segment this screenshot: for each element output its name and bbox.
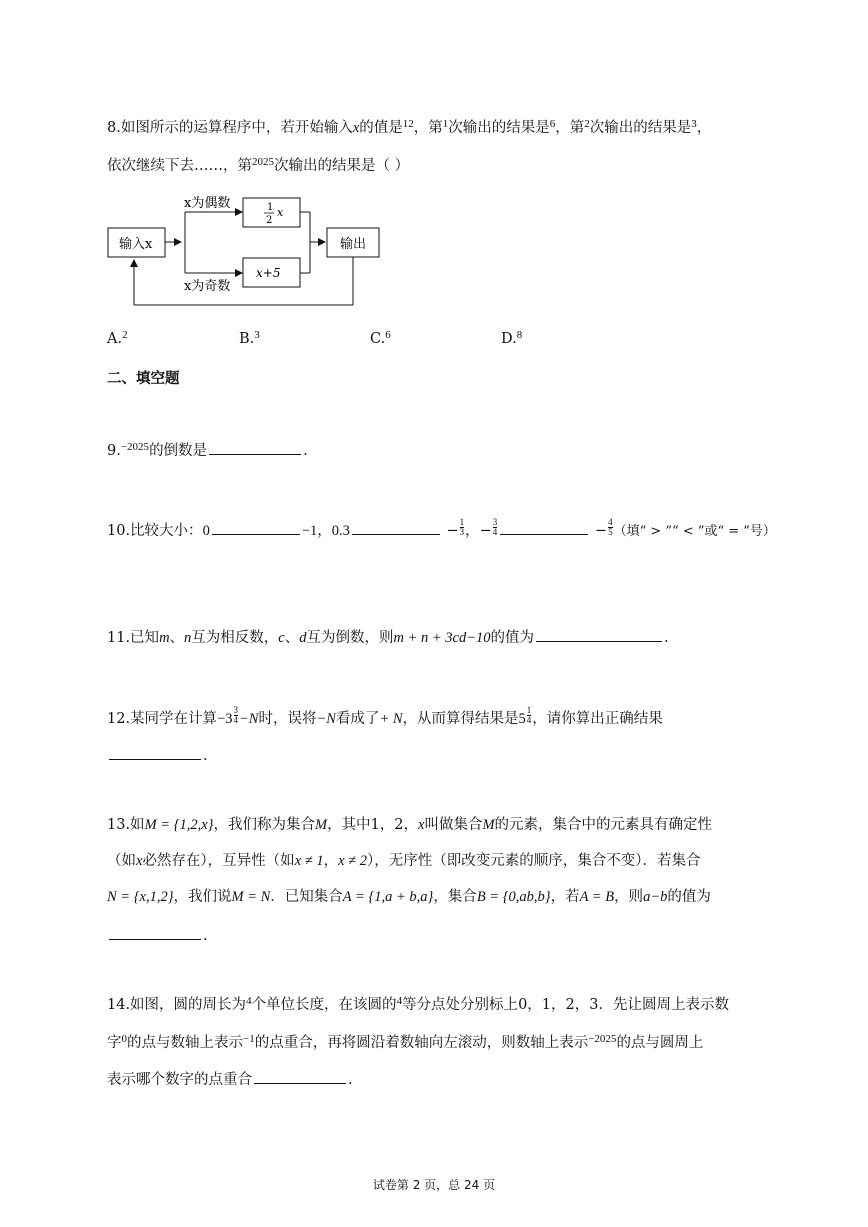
q8-line2: 依次继续下去……，第$^{2025}$次输出的结果是（ ）: [107, 156, 410, 174]
q12-line2: .: [107, 745, 208, 766]
frac-1-3: $\frac{1}{3}$: [459, 516, 465, 537]
even-label: x为偶数: [184, 196, 231, 211]
answer-blank-2[interactable]: [352, 520, 440, 535]
plus5-label: x+5: [256, 266, 281, 280]
odd-label: x为奇数: [184, 279, 231, 294]
frac-3-4: $\frac{3}{4}$: [492, 516, 498, 537]
answer-blank[interactable]: [254, 1069, 346, 1084]
q14-line3: 表示哪个数字的点重合 .: [107, 1069, 353, 1090]
q9: 9.$^{-2025}$的倒数是 .: [107, 441, 308, 459]
q11: 11.已知m、n互为相反数，c、d互为倒数，则m + n + 3cd−10的值为 .: [107, 627, 669, 648]
answer-blank-1[interactable]: [212, 520, 300, 535]
q8-line1: 8.如图所示的运算程序中，若开始输入x的值是$^{12}$，第$^1$次输出的结果是$^6$，第$^2$次输出的结果是$^3$，: [107, 118, 712, 136]
q13-line1: 13.如M = {1,2,x}，我们称为集合M，其中1，2，x叫做集合M的元素，集合中的元素具有确定性: [107, 817, 713, 833]
option-c: C.$^6$: [370, 329, 391, 347]
answer-blank[interactable]: [109, 745, 201, 760]
page-footer: 试卷第 2 页，总 24 页: [372, 1178, 496, 1192]
answer-blank[interactable]: [109, 925, 201, 940]
q10: 10.比较大小：0 −1，0.3 − $\frac{1}{3}$ ，− $\frac{3}{4}$ − $\frac{4}{5}$ （填“ > ”“ < ”或“ = ”号）: [107, 516, 776, 539]
half-den: 2: [266, 215, 273, 226]
option-a: A.$^2$: [107, 329, 128, 347]
option-b: B.$^3$: [239, 329, 260, 347]
half-x: x: [277, 206, 284, 219]
answer-blank[interactable]: [209, 440, 301, 455]
q13-line3: N = {x,1,2}，我们说M = N．已知集合A = {1,a + b,a}，集合B = {0,ab,b}，若A = B，则a−b的值为: [107, 889, 711, 905]
frac-4-5: $\frac{4}{5}$: [608, 516, 613, 537]
option-d: D.$^8$: [501, 329, 523, 347]
flow-diagram: [100, 190, 400, 310]
output-label: 输出: [340, 237, 367, 252]
section-title: 二、填空题: [107, 371, 180, 387]
q13-line2: （如x必然存在），互异性（如x ≠ 1，x ≠ 2），无序性（即改变元素的顺序，集合不变）．若集合: [107, 853, 701, 869]
q14-line1: 14.如图，圆的周长为$^4$个单位长度，在该圆的$^4$等分点处分别标上0，1，2，3．先让圆周上表示数: [107, 995, 729, 1013]
q12-line1: 12.某同学在计算−3 $\frac{3}{4}$ −N时，误将−N看成了+ N，从而算得结果是5 $\frac{1}{4}$ ，请你算出正确结果: [107, 704, 663, 727]
answer-blank-3[interactable]: [500, 520, 588, 535]
q13-line4: .: [107, 925, 208, 946]
q14-line2: 字$^0$的点与数轴上表示$^{-1}$的点重合，再将圆沿着数轴向左滚动，则数轴上表示$^{-2025}$的点与圆周上: [107, 1033, 704, 1051]
half-num: 1: [267, 202, 274, 213]
input-label: 输入x: [119, 237, 153, 252]
answer-blank[interactable]: [536, 627, 662, 642]
